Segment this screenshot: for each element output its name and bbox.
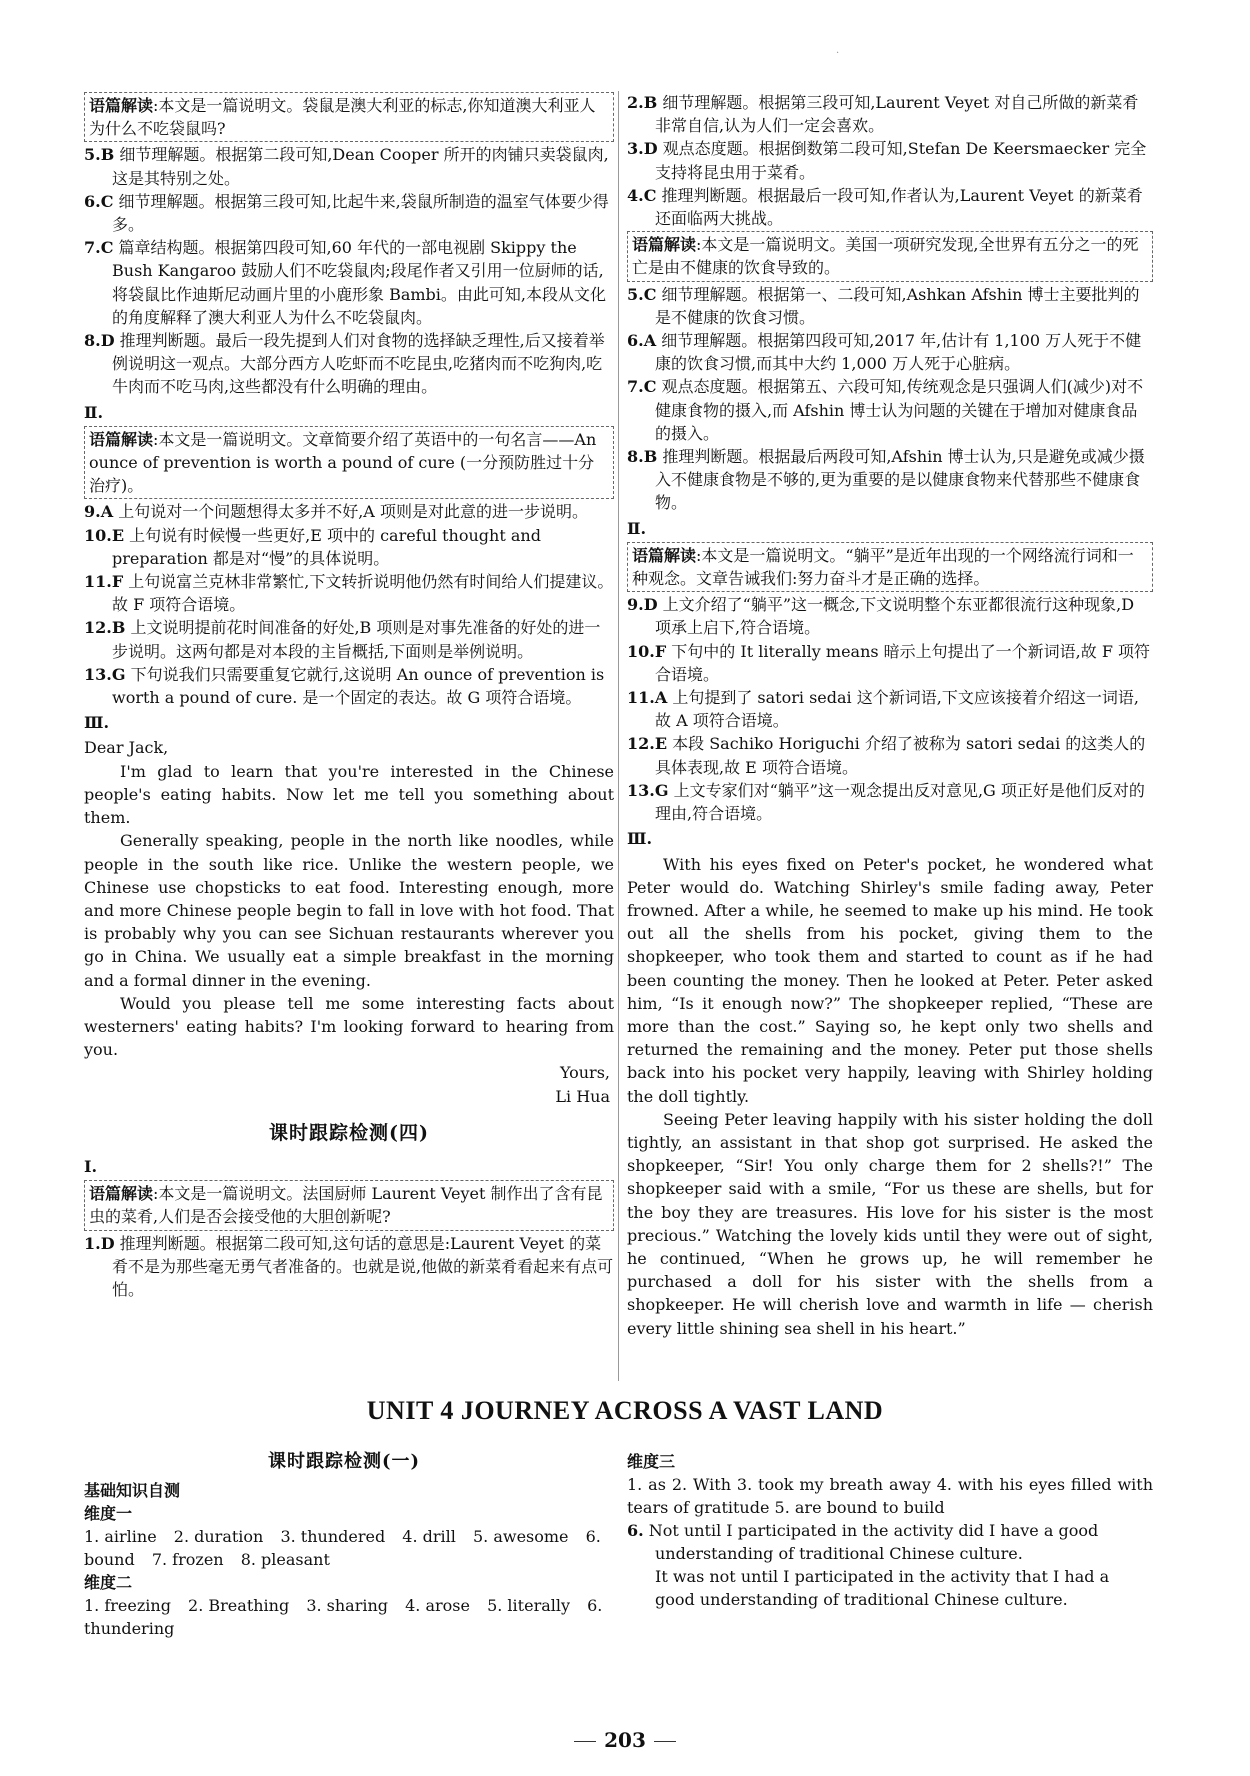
section-roman: Ⅲ. <box>84 713 110 733</box>
letter-signature: Li Hua <box>555 1086 610 1106</box>
answer-item <box>84 500 614 523</box>
answer-number: 13.G <box>627 780 669 800</box>
answer-text: 上句说富兰克林非常繁忙,下文转折说明他仍然有时间给人们提建议。故 F 项符合语境。 <box>112 572 614 615</box>
answer-text: 上句说对一个问题想得太多并不好,A 项则是对此意的进一步说明。 <box>118 502 588 522</box>
answer-item <box>84 143 614 189</box>
story-paragraph: With his eyes fixed on Peter's pocket, he wondered what Peter would do. Watching Shirley's smile fading away, Peter frowned. After a while, he seemed to make up his mind. He took out all the shells from his pocket, giving them to the shopkeeper, who took them and started to count as if he had been counting the money. Then he looked at Peter. Peter asked him, “Is it enough now?” The shopkeeper replied, “These are more than the cost.” Saying so, he kept only two shells and returned the remaining and the money. Peter put those shells back into his pocket very happily, leaving with Shirley holding the doll tightly. <box>627 854 1153 1106</box>
section-title: 课时跟踪检测(四) <box>269 1121 429 1144</box>
answer-number: 3.D <box>627 139 658 159</box>
answer-text: 细节理解题。根据第四段可知,2017 年,估计有 1,100 万人死于不健康的饮食习惯,而其中大约 1,000 万人死于心脏病。 <box>655 331 1142 374</box>
answer-text: It was not until I participated in the activity that I had a good understanding of traditional Chinese culture. <box>655 1567 1110 1609</box>
section-roman: Ⅱ. <box>84 402 104 422</box>
answer-list <box>627 283 1153 515</box>
answer-text: 观点态度题。根据第五、六段可知,传统观念是只强调人们(减少)对不健康食物的摄入,而 Afshin 博士认为问题的关键在于增加对健康食品的摄入。 <box>655 377 1144 443</box>
answer-item <box>627 137 1153 183</box>
note-text: :本文是一篇说明文。美国一项研究发现,全世界有五分之一的死亡是由不健康的饮食导致的。 <box>632 235 1139 278</box>
answer-word: 6. bound <box>84 1527 601 1569</box>
bottom-left-section <box>84 1450 604 1640</box>
dimension-label: 维度二 <box>84 1573 133 1592</box>
letter-greeting: Dear Jack, <box>84 738 169 758</box>
answer-text: 推理判断题。根据第二段可知,这句话的意思是:Laurent Veyet 的菜肴不是为那些毫无勇气者准备的。也就是说,他做的新菜肴看起来有点可怕。 <box>112 1233 614 1299</box>
answer-number: 10.E <box>84 525 125 545</box>
note-label: 语篇解读 <box>89 1184 154 1204</box>
answer-item <box>84 190 614 236</box>
dimension-label: 维度一 <box>84 1504 133 1523</box>
column-divider <box>618 91 619 1381</box>
answer-number: 12.B <box>84 618 126 638</box>
answer-item <box>627 283 1153 329</box>
answer-text: 上文说明提前花时间准备的好处,B 项则是对事先准备的好处的进一步说明。这两句都是对本段的主旨概括,下面则是举例说明。 <box>112 618 601 661</box>
answer-line: 1. as 2. With 3. took my breath away 4. with his eyes filled with tears of gratitude 5. are bound to build <box>627 1475 1153 1517</box>
answer-text: 细节理解题。根据第三段可知,Laurent Veyet 对自己所做的新菜肴非常自信,认为人们一定会喜欢。 <box>655 93 1139 136</box>
answer-number: 5.B <box>84 145 115 165</box>
answer-word: 1. freezing <box>84 1596 171 1615</box>
answer-item <box>84 1232 614 1302</box>
answer-text: 下句中的 It literally means 暗示上句提出了一个新词语,故 F 项符合语境。 <box>655 641 1151 684</box>
answer-text: Not until I participated in the activity did I have a good understanding of traditional Chinese culture. <box>648 1521 1099 1563</box>
answer-item <box>84 616 614 662</box>
answer-word: 3. sharing <box>306 1596 389 1615</box>
answer-list <box>84 500 614 709</box>
answer-text: 本段 Sachiko Horiguchi 介绍了被称为 satori sedai 的这类人的具体表现,故 E 项符合语境。 <box>655 734 1146 777</box>
reading-note-box <box>627 542 1153 592</box>
section-title: 课时跟踪检测(一) <box>267 1451 421 1472</box>
answer-item <box>627 445 1153 515</box>
right-column <box>627 91 1153 1340</box>
note-label: 语篇解读 <box>632 545 697 565</box>
answer-text: 细节理解题。根据第二段可知,Dean Cooper 所开的肉铺只卖袋鼠肉,这是其特别之处。 <box>112 145 609 188</box>
answer-text: 推理判断题。最后一段先提到人们对食物的选择缺乏理性,后又接着举例说明这一观点。大部分西方人吃虾而不吃昆虫,吃猪肉而不吃狗肉,吃牛肉而不吃马肉,这些都没有什么明确的理由。 <box>112 331 605 397</box>
note-text: :本文是一篇说明文。法国厨师 Laurent Veyet 制作出了含有昆虫的菜肴,人们是否会接受他的大胆创新呢? <box>89 1184 603 1227</box>
letter-paragraph: I'm glad to learn that you're interested in the Chinese people's eating habits. Now let me tell you something about them. <box>84 761 614 828</box>
reading-note-box <box>84 1180 614 1230</box>
answer-list <box>627 593 1153 825</box>
answer-word: 7. frozen <box>151 1550 224 1569</box>
answer-text: 细节理解题。根据第三段可知,比起牛来,袋鼠所制造的温室气体要少得多。 <box>112 191 609 235</box>
note-label: 语篇解读 <box>89 96 154 115</box>
answer-word: 2. duration <box>173 1527 264 1546</box>
answer-word: 5. literally <box>487 1596 571 1615</box>
reading-note-box <box>84 426 614 500</box>
section-roman: Ⅱ. <box>627 518 647 538</box>
reading-note-box <box>627 231 1153 281</box>
answer-item <box>627 593 1153 639</box>
answer-list <box>627 91 1153 230</box>
answer-number: 2.B <box>627 93 658 112</box>
answer-text: 篇章结构题。根据第四段可知,60 年代的一部电视剧 Skippy the Bush Kangaroo 鼓励人们不吃袋鼠肉;段尾作者又引用一位厨师的话,将袋鼠比作迪斯尼动画片里的小鹿形象 Bambi。由此可知,本段从文化的角度解释了澳大利亚人为什么不吃袋鼠肉。 <box>112 238 607 327</box>
answer-word: 4. drill <box>402 1527 456 1546</box>
answer-number: 8.D <box>84 331 115 351</box>
answer-item <box>627 732 1153 778</box>
answer-number: 13.G <box>84 664 126 684</box>
page-number-row <box>0 1728 1250 1752</box>
letter <box>84 736 614 1107</box>
bottom-right-section <box>627 1450 1153 1611</box>
answer-list <box>84 143 614 398</box>
answer-text: 上句说有时候慢一些更好,E 项中的 careful thought and preparation 都是对“慢”的具体说明。 <box>112 525 541 568</box>
answer-item <box>627 1519 1153 1565</box>
answer-item <box>627 184 1153 230</box>
answer-number: 1.D <box>84 1233 115 1253</box>
answer-line <box>84 1594 604 1640</box>
answer-number: 11.F <box>84 572 124 592</box>
answer-text: 上文专家们对“躺平”这一观念提出反对意见,G 项正好是他们反对的理由,符合语境。 <box>655 780 1145 824</box>
answer-number: 6.A <box>627 331 657 351</box>
answer-list <box>84 1232 614 1302</box>
answer-word: 2. Breathing <box>188 1596 290 1615</box>
story-paragraph: Seeing Peter leaving happily with his sister holding the doll tightly, an assistant in that shop got surprised. He asked the shopkeeper, “Sir! You only charge them for 2 shells?!” The shopkeeper said with a smile, “For us these are shells, but for the boy they are treasures. His love for his sister is the most precious.” Watching the lovely kids until they were out of sight, he continued, “When he grows up, he will remember he purchased a doll for his sister with the shells from a shopkeeper. He will cherish love and warmth in life — cherish every little shining sea shell in his heart.” <box>627 1109 1153 1338</box>
answer-number: 9.A <box>84 502 114 522</box>
dash-right <box>654 1741 676 1742</box>
answer-number: 5.C <box>627 284 657 304</box>
letter-paragraph: Generally speaking, people in the north like noodles, while people in the south like rice. Unlike the western people, we Chinese use chopsticks to eat food. Interesting enough, more and more Chinese people begin to fall in love with hot food. That is probably why you can see Sichuan restaurants wherever you go in China. We usually eat a simple breakfast in the morning and a formal dinner in the evening. <box>84 831 614 990</box>
answer-item <box>627 329 1153 375</box>
answer-text: 下句说我们只需要重复它就行,这说明 An ounce of prevention is worth a pound of cure. 是一个固定的表达。故 G 项符合语境。 <box>112 664 605 708</box>
answer-item <box>84 236 614 329</box>
answer-item <box>84 570 614 616</box>
answer-number: 10.F <box>627 641 667 661</box>
answer-number: 7.C <box>84 238 114 258</box>
answer-item <box>84 524 614 570</box>
answer-text: 上文介绍了“躺平”这一概念,下文说明整个东亚都很流行这种现象,D 项承上启下,符合语境。 <box>655 595 1135 638</box>
answer-item <box>627 375 1153 445</box>
answer-number: 8.B <box>627 447 658 467</box>
answer-item <box>84 663 614 709</box>
note-text: :本文是一篇说明文。“躺平”是近年出现的一个网络流行词和一种观念。文章告诫我们:努力奋斗才是正确的选择。 <box>632 545 1134 589</box>
page-number: 203 <box>604 1728 646 1752</box>
note-text: :本文是一篇说明文。文章简要介绍了英语中的一句名言——An ounce of prevention is worth a pound of cure (一分预防胜过十分治疗)。 <box>89 429 597 496</box>
answer-item <box>627 640 1153 686</box>
answer-text: 上句提到了 satori sedai 这个新词语,下文应该接着介绍这一词语,故 A 项符合语境。 <box>655 688 1139 731</box>
section-roman: Ⅰ. <box>84 1156 98 1176</box>
answer-item <box>627 91 1153 137</box>
answer-word: 4. arose <box>405 1596 470 1615</box>
sub-heading: 基础知识自测 <box>84 1481 181 1500</box>
letter-closing: Yours, <box>559 1063 610 1083</box>
dimension-label: 维度三 <box>627 1452 676 1471</box>
reading-note-box <box>84 92 614 142</box>
answer-number: 6.C <box>84 191 114 211</box>
unit-title: UNIT 4 JOURNEY ACROSS A VAST LAND <box>366 1396 884 1425</box>
answer-text: 推理判断题。根据最后一段可知,作者认为,Laurent Veyet 的新菜肴还面临两大挑战。 <box>655 185 1143 229</box>
answer-word: 3. thundered <box>280 1527 386 1546</box>
answer-item <box>627 779 1153 825</box>
corner-mark: · <box>836 48 840 59</box>
answer-word: 8. pleasant <box>240 1550 330 1569</box>
section-roman: Ⅲ. <box>627 829 653 849</box>
answer-word: 5. awesome <box>472 1527 569 1546</box>
answer-number: 9.D <box>627 595 658 615</box>
note-text: :本文是一篇说明文。袋鼠是澳大利亚的标志,你知道澳大利亚人为什么不吃袋鼠吗? <box>89 96 596 139</box>
answer-text: 观点态度题。根据倒数第二段可知,Stefan De Keersmaecker 完全支持将昆虫用于菜肴。 <box>655 139 1147 182</box>
answer-text: 细节理解题。根据第一、二段可知,Ashkan Afshin 博士主要批判的是不健康的饮食习惯。 <box>655 284 1140 327</box>
note-label: 语篇解读 <box>632 235 697 255</box>
answer-word: 1. airline <box>84 1527 157 1546</box>
answer-number: 7.C <box>627 377 657 397</box>
letter-paragraph: Would you please tell me some interesting facts about westerners' eating habits? I'm looking forward to hearing from you. <box>84 993 614 1060</box>
answer-number: 12.E <box>627 734 668 754</box>
answer-number: 4.C <box>627 185 657 205</box>
answer-item <box>627 686 1153 732</box>
answer-item <box>84 329 614 399</box>
answer-text: 推理判断题。根据最后两段可知,Afshin 博士认为,只是避免或减少摄入不健康食物是不够的,更为重要的是以健康食物来代替那些不健康食物。 <box>655 447 1145 513</box>
left-column <box>84 91 614 1301</box>
answer-word: 6. thundering <box>84 1596 603 1638</box>
answer-number: 6. <box>627 1521 644 1540</box>
note-label: 语篇解读 <box>89 429 154 449</box>
answer-number: 11.A <box>627 688 668 708</box>
dash-left <box>574 1741 596 1742</box>
answer-line <box>84 1525 604 1571</box>
